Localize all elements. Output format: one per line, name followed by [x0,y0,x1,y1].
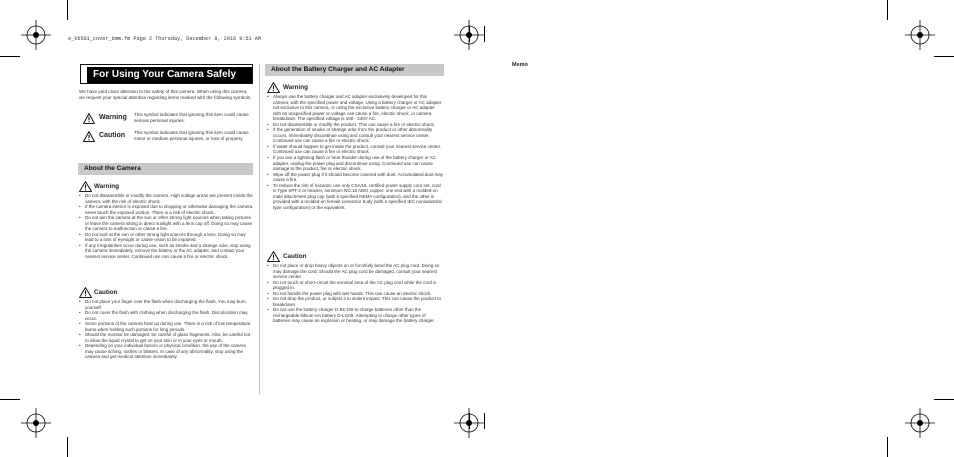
section-about-camera: About the Camera [78,163,253,175]
column-divider [259,64,260,394]
camera-warning-heading: Warning [94,183,119,190]
caution-symbol-desc: This symbol indicates that ignoring this item could cause minor or medium personal injuries, or loss of property. [134,130,249,141]
list-item: • Do not use the battery charger D-BC109 to charge batteries other than the rechargeable lithium-ion battery D-LI109. Attempting to charge other types of batteries may cause an explosion or heating, or may damage the battery charger. [267,307,444,324]
warning-triangle-icon [79,181,92,192]
charger-warning-heading: Warning [283,84,308,91]
list-item: • Do not look at the sun or other strong light sources through a lens. Doing so may lead to a loss of eyesight or cause vision to be impaired. [79,232,254,243]
section-battery-charger: About the Battery Charger and AC Adapter [265,64,444,76]
caution-triangle-icon [79,287,92,298]
caution-triangle-icon [83,131,95,142]
crop-mark [484,413,485,429]
list-item: • Do not disassemble or modify the camera. High voltage areas are present inside the camera, with the risk of electric shock. [79,193,254,204]
file-header-line: e_kb581_cover_6mm.fm Page 2 Thursday, December 8, 2016 9:51 AM [68,36,262,42]
page-title: For Using Your Camera Safely [93,69,237,80]
list-item: • If the generation of smoke or strange odor from the product or other abnormality occurs, immediately discontinue using and consult your nearest service center. Continued use can cause a fire or electric shock. [267,127,444,144]
camera-caution-list [79,299,254,360]
crop-mark [484,26,485,42]
list-item: • Do not cover the flash with clothing when discharging the flash. Discoloration may occur. [79,310,254,321]
warning-triangle-icon [267,82,280,93]
list-item: • If the camera interior is exposed due to dropping or otherwise damaging the camera, never touch the exposed portion. There is a risk of electric shock. [79,204,254,215]
list-item: • If any irregularities occur during use, such as smoke and a strange odor, stop using the camera immediately, remove the battery or the AC adapter, and contact your nearest service center. Continued use can cause a fire or electric shock. [79,243,254,260]
crop-mark [0,399,20,400]
charger-caution-list [267,263,444,324]
intro-paragraph: We have paid close attention to the safety of this camera. When using this camera, we request your special attention regarding items marked with the following symbols. [79,89,252,100]
list-item: • Depending on your individual factors or physical condition, the use of the camera may cause itching, rashes or blisters. In case of any abnormality, stop using the camera and get medical attention immediately. [79,343,254,360]
list-item: • Some portions of the camera heat up during use. There is a risk of low temperature burns when holding such portions for long periods. [79,321,254,332]
camera-caution-heading: Caution [94,289,118,296]
list-item: • Should the monitor be damaged, be careful of glass fragments. Also, be careful not to allow the liquid crystal to get on your skin or in your eyes or mouth. [79,332,254,343]
registration-mark-bottom-left [21,408,51,438]
list-item: • To reduce the risk of hazards, use only CSA/UL certified power supply cord set, cord is Type SPT-2 or heavier, minimum NO.18 AWG copper, one end with a molded-on male attachment plug cap (with a specified NEMA configuration), and the other is provided with a molded-on female connector body (with a specified IEC nonindustrial type configuration) or the equivalent. [267,183,444,211]
camera-warning-list [79,193,254,260]
caution-triangle-icon [267,251,280,262]
list-item: • Do not place your finger over the flash when discharging the flash. You may burn yourself. [79,299,254,310]
list-item: • If you see a lightning flash or hear thunder during use of the battery charger or AC adapter, unplug the power plug and discontinue using. Continued use can cause damage to the product, fire or electric shock. [267,155,444,172]
caution-symbol-label: Caution [99,132,126,139]
list-item: • If water should happen to get inside the product, consult your nearest service center. Continued use can cause a fire or electric shock. [267,144,444,155]
list-item: • Wipe off the power plug if it should become covered with dust. Accumulated dust may cause a fire. [267,172,444,183]
crop-mark [887,437,888,457]
warning-triangle-icon [83,113,95,124]
crop-mark [0,56,20,57]
list-item: • Always use the battery charger and AC adapter exclusively developed for this camera, with the specified power and voltage. Using a battery charger or AC adapter not exclusive to this camera, or using the exclusive battery charger or AC adapter with an unspecified power or voltage can cause a fire, electric shock, or camera breakdown. The specified voltage is 100 - 240V AC. [267,94,444,122]
crop-mark [887,0,888,20]
crop-mark [934,399,954,400]
crop-mark [469,26,470,42]
crop-mark [934,56,954,57]
memo-heading: Memo [512,62,528,68]
list-item: • Do not place or drop heavy objects on or forcefully bend the AC plug cord. Doing so may damage the cord. Should the AC plug cord be damaged, consult your nearest service center. [267,263,444,280]
warning-symbol-desc: This symbol indicates that ignoring this item could cause serious personal injuries. [134,112,249,123]
charger-warning-list [267,94,444,210]
page-title-bar [80,64,253,84]
list-item: • Do not disassemble or modify the product. This can cause a fire or electric shock. [267,122,444,128]
list-item: • Do not handle the power plug with wet hands. This can cause an electric shock. [267,291,444,297]
registration-mark-bottom-right [905,408,935,438]
list-item: • Do not aim the camera at the sun or other strong light sources when taking pictures or leave the camera sitting in direct sunlight with a lens cap off. Doing so may cause the camera to malfunction or cause a fire. [79,215,254,232]
charger-caution-heading: Caution [283,253,307,260]
list-item: • Do not touch or short-circuit the terminal area of the AC plug cord while the cord is plugged in. [267,280,444,291]
registration-mark-top-left [21,20,51,50]
crop-mark [67,437,68,457]
warning-symbol-label: Warning [99,114,127,121]
crop-mark [469,413,470,429]
registration-mark-top-right [905,20,935,50]
crop-mark [67,0,68,20]
list-item: • Do not drop the product, or subject it to violent impact. This can cause the product to breakdown. [267,296,444,307]
